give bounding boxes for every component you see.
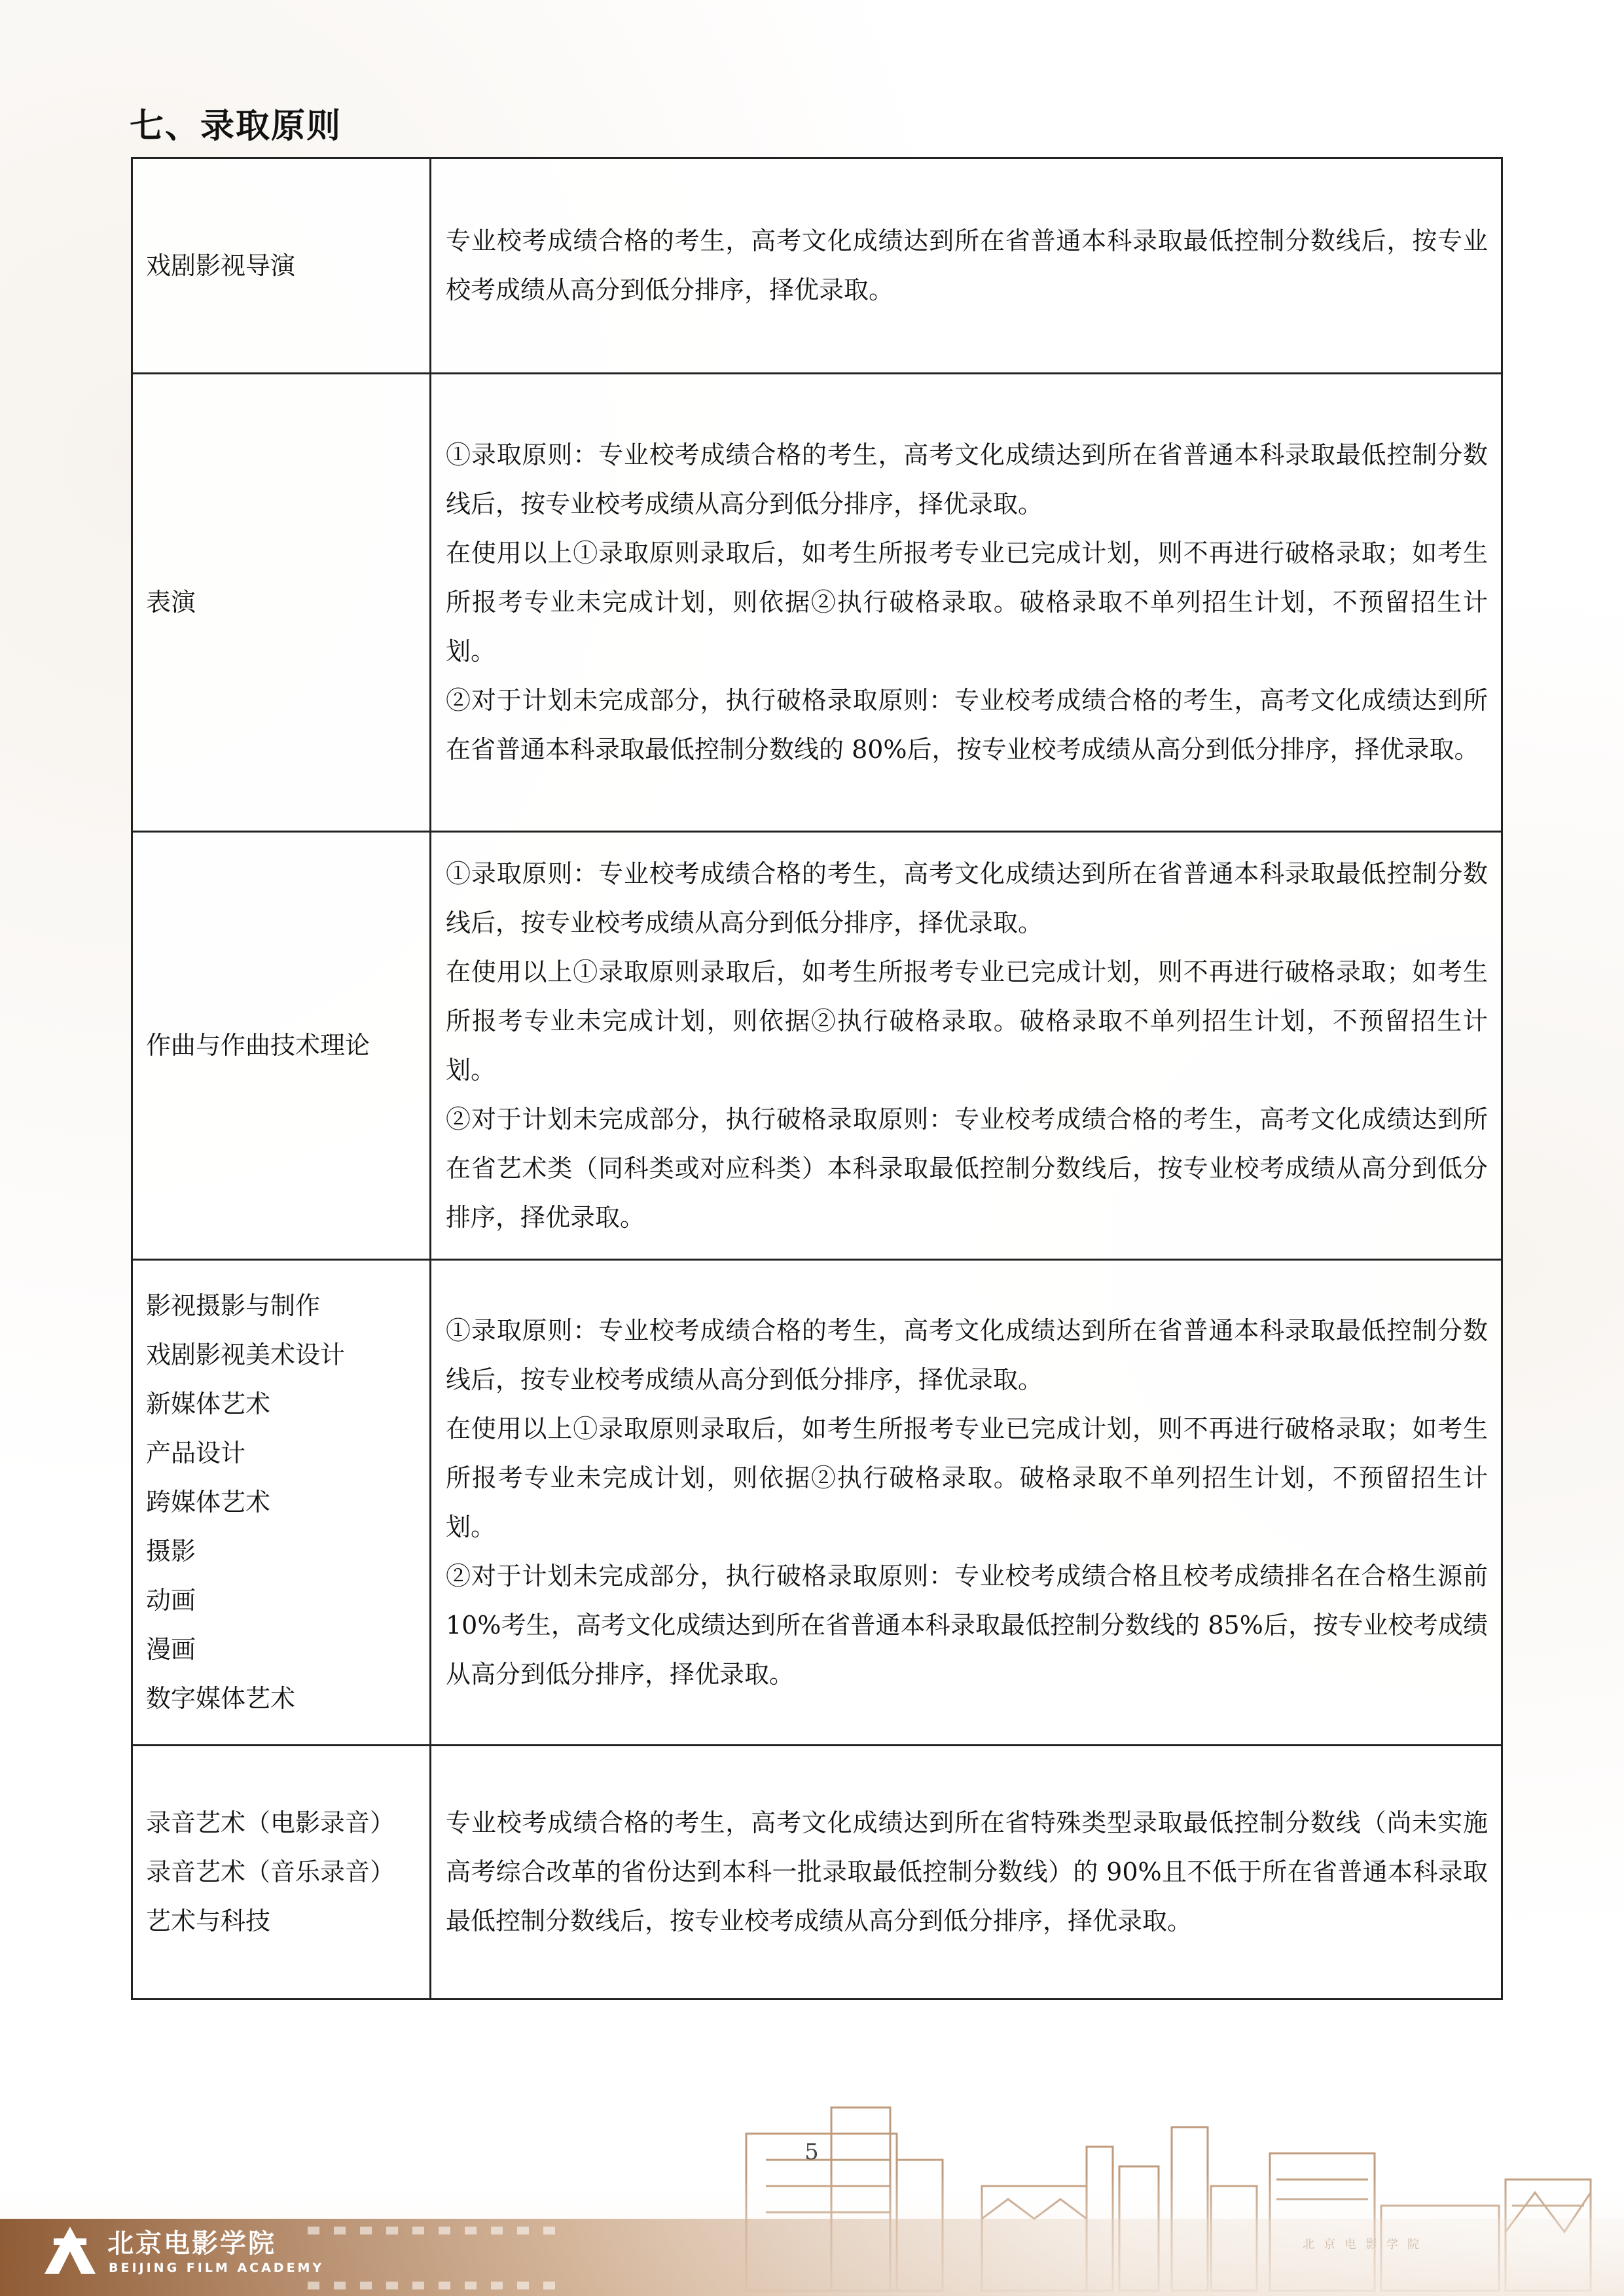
rule-paragraph: 专业校考成绩合格的考生，高考文化成绩达到所在省普通本科录取最低控制分数线后，按专业校考成绩从高分到低分排序，择优录取。 (446, 226, 1488, 304)
rule-paragraph: 在使用以上①录取原则录取后，如考生所报考专业已完成计划，则不再进行破格录取；如考生所报考专业未完成计划，则依据②执行破格录取。破格录取不单列招生计划，不预留招生计划。 (446, 539, 1488, 666)
major-name: 数字媒体艺术 (146, 1684, 296, 1713)
major-cell (132, 1746, 431, 2000)
major-name: 表演 (146, 588, 196, 617)
major-name: 戏剧影视美术设计 (146, 1340, 346, 1369)
major-name: 跨媒体艺术 (146, 1488, 271, 1516)
rule-paragraph: 专业校考成绩合格的考生，高考文化成绩达到所在省特殊类型录取最低控制分数线（尚未实施高考综合改革的省份达到本科一批录取最低控制分数线）的 90%且不低于所在省普通本科录取最低控制分数线后，按专业校考成绩从高分到低分排序，择优录取。 (446, 1808, 1488, 1935)
logo-english-name: BEIJING FILM ACADEMY (109, 2261, 325, 2275)
rule-paragraph: ②对于计划未完成部分，执行破格录取原则：专业校考成绩合格的考生，高考文化成绩达到所在省普通本科录取最低控制分数线的 80%后，按专业校考成绩从高分到低分排序，择优录取。 (446, 686, 1488, 764)
rule-cell (431, 1746, 1502, 2000)
major-cell (132, 1260, 431, 1746)
rule-paragraph: 在使用以上①录取原则录取后，如考生所报考专业已完成计划，则不再进行破格录取；如考生所报考专业未完成计划，则依据②执行破格录取。破格录取不单列招生计划，不预留招生计划。 (446, 957, 1488, 1085)
section-title: 七、录取原则 (130, 107, 342, 146)
rule-cell (431, 1260, 1502, 1746)
table-row (132, 1260, 1502, 1746)
major-name: 产品设计 (146, 1439, 246, 1467)
major-name: 新媒体艺术 (146, 1390, 271, 1418)
rule-paragraph: ①录取原则：专业校考成绩合格的考生，高考文化成绩达到所在省普通本科录取最低控制分数线后，按专业校考成绩从高分到低分排序，择优录取。 (446, 440, 1488, 518)
major-cell (132, 374, 431, 832)
major-name: 影视摄影与制作 (146, 1291, 321, 1320)
rule-paragraph: ②对于计划未完成部分，执行破格录取原则：专业校考成绩合格的考生，高考文化成绩达到所在省艺术类（同科类或对应科类）本科录取最低控制分数线后，按专业校考成绩从高分到低分排序，择优录取。 (446, 1104, 1488, 1232)
major-cell (132, 158, 431, 374)
rule-cell (431, 158, 1502, 374)
major-name: 漫画 (146, 1635, 196, 1664)
major-cell (132, 832, 431, 1260)
major-name: 作曲与作曲技术理论 (146, 1031, 370, 1060)
table-row (132, 832, 1502, 1260)
table-row (132, 374, 1502, 832)
table-row (132, 1746, 1502, 2000)
major-name: 动画 (146, 1586, 196, 1615)
rule-cell (431, 832, 1502, 1260)
major-name: 摄影 (146, 1537, 196, 1566)
admission-principles-table (131, 157, 1503, 2000)
major-name: 艺术与科技 (146, 1907, 271, 1935)
rule-paragraph: ②对于计划未完成部分，执行破格录取原则：专业校考成绩合格且校考成绩排名在合格生源前 10%考生，高考文化成绩达到所在省普通本科录取最低控制分数线的 85%后，按专业校考成绩从高分到低分排序，择优录取。 (446, 1561, 1488, 1689)
logo-chinese-name: 北京电影学院 (107, 2229, 276, 2259)
major-name: 录音艺术（音乐录音） (146, 1857, 395, 1886)
rule-paragraph: ①录取原则：专业校考成绩合格的考生，高考文化成绩达到所在省普通本科录取最低控制分数线后，按专业校考成绩从高分到低分排序，择优录取。 (446, 1316, 1488, 1394)
major-name: 录音艺术（电影录音） (146, 1808, 395, 1837)
table-row (132, 158, 1502, 374)
page-number: 5 (804, 2139, 819, 2165)
rule-paragraph: 在使用以上①录取原则录取后，如考生所报考专业已完成计划，则不再进行破格录取；如考生所报考专业未完成计划，则依据②执行破格录取。破格录取不单列招生计划，不预留招生计划。 (446, 1414, 1488, 1541)
rule-cell (431, 374, 1502, 832)
rule-paragraph: ①录取原则：专业校考成绩合格的考生，高考文化成绩达到所在省普通本科录取最低控制分数线后，按专业校考成绩从高分到低分排序，择优录取。 (446, 859, 1488, 937)
bfa-logo-icon (42, 2224, 98, 2276)
major-name: 戏剧影视导演 (146, 251, 296, 280)
